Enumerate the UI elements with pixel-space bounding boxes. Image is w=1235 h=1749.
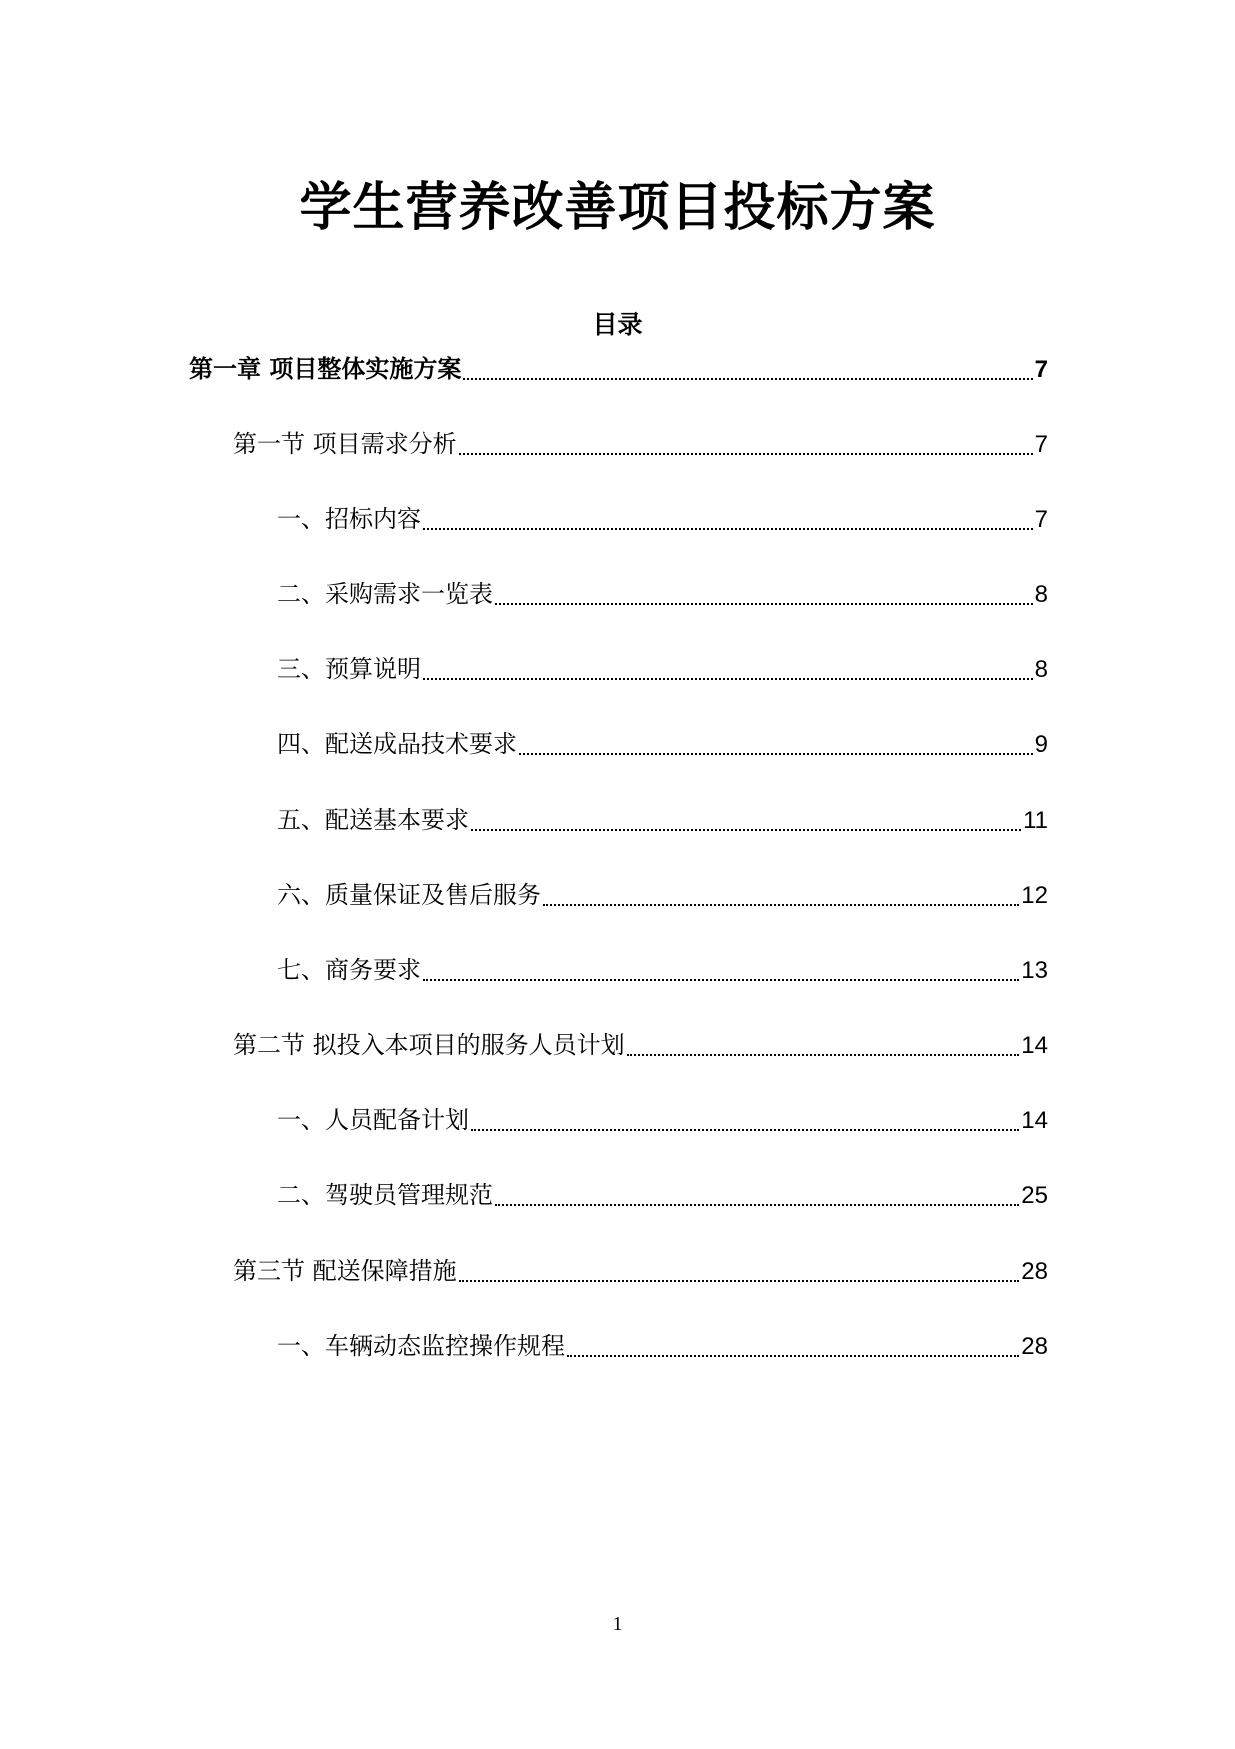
toc-dot-leader <box>471 828 1021 831</box>
toc-dot-leader <box>495 1203 1019 1206</box>
toc-entry[interactable] <box>277 803 1048 837</box>
toc-entry-page: 8 <box>1034 581 1048 608</box>
toc-entry[interactable] <box>277 727 1048 761</box>
toc-entry[interactable] <box>277 577 1048 611</box>
toc-heading: 目录 <box>592 310 643 339</box>
toc-entry[interactable] <box>277 1103 1048 1137</box>
toc-entry-title: 一、车辆动态监控操作规程 <box>277 1332 565 1360</box>
toc-entry-page: 8 <box>1034 656 1048 683</box>
toc-entry-title: 三、预算说明 <box>277 655 421 683</box>
toc-entry-page: 7 <box>1034 506 1048 533</box>
toc-dot-leader <box>543 903 1019 906</box>
toc-entry-title: 五、配送基本要求 <box>277 806 469 834</box>
toc-entry[interactable] <box>277 502 1048 536</box>
toc-dot-leader <box>495 602 1033 605</box>
toc-entry-title: 第一节 项目需求分析 <box>233 430 457 458</box>
toc-entry[interactable] <box>189 352 1048 386</box>
toc-dot-leader <box>627 1053 1020 1056</box>
document-title: 学生营养改善项目投标方案 <box>299 178 936 238</box>
toc-entry-title: 四、配送成品技术要求 <box>277 730 517 758</box>
toc-dot-leader <box>459 452 1033 455</box>
toc-entry-title: 六、质量保证及售后服务 <box>277 881 541 909</box>
page-number: 1 <box>612 1613 623 1635</box>
toc-entry[interactable] <box>233 1028 1048 1062</box>
toc-entry-page: 13 <box>1021 957 1048 984</box>
toc-entry-page: 14 <box>1021 1107 1048 1134</box>
toc-entry-title: 第一章 项目整体实施方案 <box>189 355 462 383</box>
toc-entry-page: 7 <box>1034 431 1048 458</box>
toc-entry-title: 二、驾驶员管理规范 <box>277 1181 493 1209</box>
toc-entry-title: 二、采购需求一览表 <box>277 580 493 608</box>
toc-dot-leader <box>471 1128 1019 1131</box>
toc-dot-leader <box>519 752 1033 755</box>
toc-entry[interactable] <box>277 878 1048 912</box>
toc-entry-title: 一、人员配备计划 <box>277 1106 469 1134</box>
toc-entry-page: 11 <box>1023 807 1048 834</box>
toc-entry-title: 七、商务要求 <box>277 956 421 984</box>
toc-dot-leader <box>463 377 1032 380</box>
toc-entry[interactable] <box>277 1178 1048 1212</box>
toc-entry-title: 一、招标内容 <box>277 505 421 533</box>
toc-entry-page: 25 <box>1021 1182 1048 1209</box>
toc-entry-page: 12 <box>1021 882 1048 909</box>
toc-entry[interactable] <box>277 953 1048 987</box>
toc-entry[interactable] <box>233 427 1048 461</box>
toc-entry-page: 7 <box>1034 356 1048 383</box>
toc-entry-page: 28 <box>1021 1258 1048 1285</box>
toc-dot-leader <box>423 978 1019 981</box>
toc-entry-title: 第三节 配送保障措施 <box>233 1257 457 1285</box>
toc-entry[interactable] <box>233 1254 1048 1288</box>
toc-entry-page: 9 <box>1034 731 1048 758</box>
toc-dot-leader <box>423 677 1033 680</box>
toc-dot-leader <box>567 1354 1019 1357</box>
toc-entry[interactable] <box>277 652 1048 686</box>
toc-entry[interactable] <box>277 1329 1048 1363</box>
toc-dot-leader <box>459 1279 1020 1282</box>
toc-entry-page: 14 <box>1021 1032 1048 1059</box>
toc-entry-page: 28 <box>1021 1333 1048 1360</box>
toc-entry-title: 第二节 拟投入本项目的服务人员计划 <box>233 1031 625 1059</box>
toc-dot-leader <box>423 527 1033 530</box>
